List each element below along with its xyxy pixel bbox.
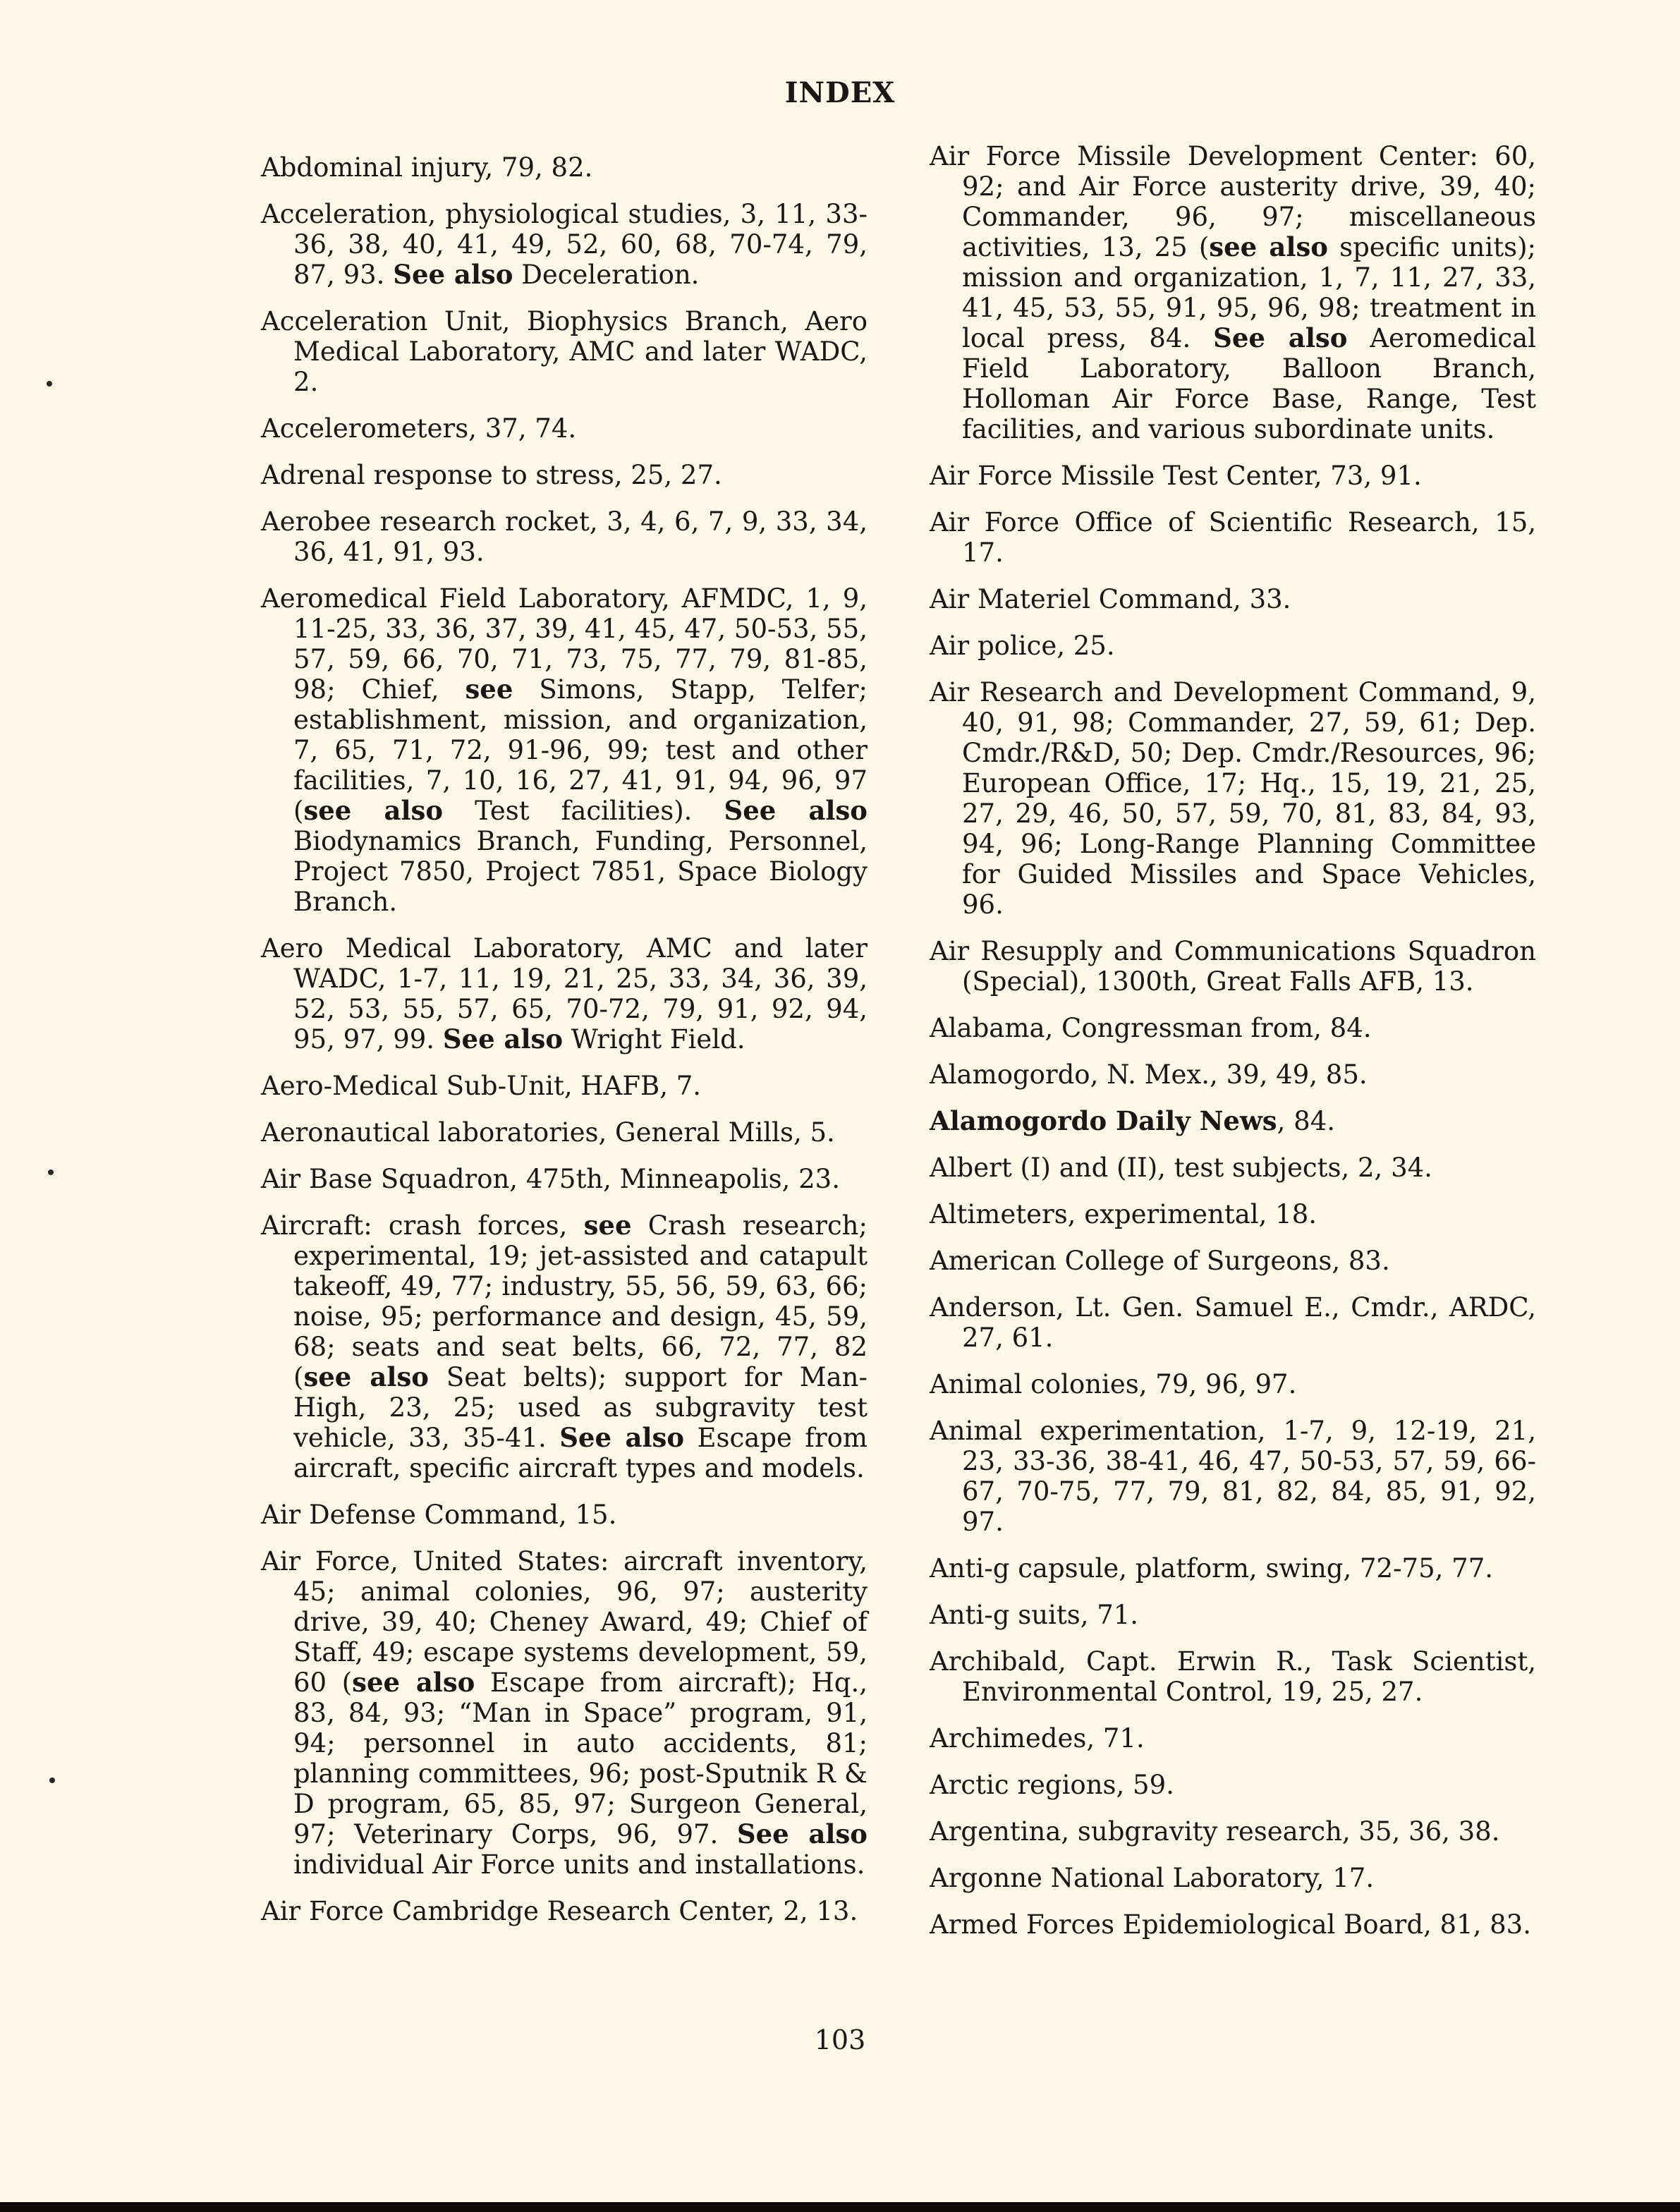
index-entry-text: Argentina, subgravity research, 35, 36, 38.: [930, 1816, 1500, 1847]
index-entry-text: Air Resupply and Communications Squadron (Special), 1300th, Great Falls AFB, 13.: [930, 936, 1536, 997]
index-entry: [261, 1210, 868, 1483]
index-entry: [930, 507, 1536, 568]
index-entry-text: Albert (I) and (II), test subjects, 2, 34.: [930, 1153, 1432, 1183]
index-entry-text: Air police, 25.: [930, 631, 1115, 661]
index-entry-bold-text: see: [465, 674, 513, 705]
index-entry-text: Air Force Office of Scientific Research, 15, 17.: [930, 507, 1536, 568]
index-entry-text: American College of Surgeons, 83.: [930, 1246, 1390, 1276]
index-entry: [930, 1292, 1536, 1353]
page-number: 103: [814, 2024, 866, 2055]
index-entry-text: Air Research and Development Command, 9, 40, 91, 98; Commander, 27, 59, 61; Dep. Cmdr./R&D, 50; Dep. Cmdr./Resources, 96; European Office, 17; Hq., 15, 19, 21, 25, 27, 29, 46, 50, 57, 59, 70, 81, 83, 84, 93, 94, 96; Long-Range Planning Committee for Guided Missiles and Space Vehicles, 96.: [930, 677, 1536, 920]
index-entry-text: Aircraft: crash forces,: [261, 1210, 584, 1241]
index-entry-text: Anderson, Lt. Gen. Samuel E., Cmdr., ARDC, 27, 61.: [930, 1292, 1536, 1353]
index-entry: [930, 141, 1536, 444]
index-entry: [261, 933, 868, 1055]
index-entry-text: specific units); mission and organization, 1, 7, 11, 27, 33, 41, 45, 53, 55, 91, 95, 96, 98; treatment in local press, 84.: [962, 232, 1536, 353]
index-entry-text: Argonne National Laboratory, 17.: [930, 1863, 1375, 1893]
index-column-left: [261, 152, 868, 1943]
index-entry: [930, 1199, 1536, 1229]
index-entry-text: Crash research; experimental, 19; jet-assisted and catapult takeoff, 49, 77; industry, 55, 56, 59, 63, 66; noise, 95; performance and design, 45, 59, 68; seats and seat belts, 66, 72, 77, 82 (: [293, 1210, 868, 1392]
index-entry: [261, 1164, 868, 1194]
index-entry-text: Aeromedical Field Laboratory, AFMDC, 1, 9, 11-25, 33, 36, 37, 39, 41, 45, 47, 50-53, 55, 57, 59, 66, 70, 71, 73, 75, 77, 79, 81-85, 98; Chief,: [261, 583, 868, 705]
scan-bottom-edge: [0, 2202, 1680, 2212]
index-entry-text: Wright Field.: [563, 1024, 745, 1055]
index-entry-text: Armed Forces Epidemiological Board, 81, 83.: [930, 1909, 1531, 1940]
index-entry: [930, 1723, 1536, 1754]
index-entry-text: Aero Medical Laboratory, AMC and later WADC, 1-7, 11, 19, 21, 25, 33, 34, 36, 39, 52, 53, 55, 57, 65, 70-72, 79, 91, 92, 94, 95, 97, 99.: [261, 933, 868, 1055]
index-entry: [261, 199, 868, 290]
index-entry-text: Altimeters, experimental, 18.: [930, 1199, 1317, 1229]
index-entry-bold-text: See also: [724, 795, 868, 826]
index-entry: [930, 631, 1536, 661]
index-entry-bold-text: See also: [442, 1023, 564, 1055]
index-entry-text: Air Force Missile Development Center: 60, 92; and Air Force austerity drive, 39, 40; Commander, 96, 97; miscellaneous activities, 13, 25 (: [930, 141, 1536, 262]
index-entry-text: Deceleration.: [513, 260, 700, 290]
index-entry-text: Archibald, Capt. Erwin R., Task Scientist, Environmental Control, 19, 25, 27.: [930, 1646, 1536, 1707]
index-entry-text: , 84.: [1277, 1106, 1336, 1136]
index-entry: [930, 461, 1536, 491]
index-entry-text: Air Base Squadron, 475th, Minneapolis, 23.: [261, 1164, 840, 1194]
index-entry-bold-text: see also: [303, 1361, 429, 1392]
index-entry-text: Escape from aircraft, specific aircraft types and models.: [293, 1423, 868, 1483]
index-entry-bold-text: see also: [352, 1667, 475, 1698]
index-entry-bold-text: See also: [1213, 322, 1348, 353]
index-entry-text: Aeronautical laboratories, General Mills, 5.: [261, 1117, 835, 1148]
index-entry: [930, 936, 1536, 997]
index-entry-text: Acceleration Unit, Biophysics Branch, Aero Medical Laboratory, AMC and later WADC, 2.: [261, 306, 868, 397]
index-entry: [930, 1246, 1536, 1276]
index-entry: [930, 1013, 1536, 1043]
index-entry: [930, 1416, 1536, 1537]
index-entry-text: Seat belts); support for Man-High, 23, 25; used as subgravity test vehicle, 33, 35-41.: [293, 1362, 868, 1453]
index-entry-text: Animal experimentation, 1-7, 9, 12-19, 21, 23, 33-36, 38-41, 46, 47, 50-53, 57, 59, 66-67, 70-75, 77, 79, 81, 82, 84, 85, 91, 92, 97.: [930, 1416, 1536, 1537]
index-entry: [261, 583, 868, 917]
index-entry-text: Simons, Stapp, Telfer; establishment, mission, and organization, 7, 65, 71, 72, 91-96, 99; test and other facilities, 7, 10, 16, 27, 41, 91, 94, 96, 97 (: [293, 674, 868, 826]
index-entry: [930, 1909, 1536, 1940]
index-entry: [261, 1546, 868, 1880]
index-entry-text: Anti-g suits, 71.: [930, 1600, 1139, 1630]
index-entry: [261, 1117, 868, 1148]
index-entry: [261, 152, 868, 183]
index-entry-bold-text: See also: [559, 1422, 685, 1453]
index-entry-text: Air Force Cambridge Research Center, 2, 13.: [261, 1896, 858, 1926]
index-entry: [261, 460, 868, 490]
scan-speck: [48, 1169, 54, 1175]
index-entry-bold-text: See also: [736, 1818, 868, 1849]
index-entry: [930, 1770, 1536, 1800]
scan-speck: [47, 381, 52, 387]
index-entry: [930, 1369, 1536, 1399]
index-entry-text: Escape from aircraft); Hq., 83, 84, 93; “Man in Space” program, 91, 94; personnel in auto accidents, 81; planning committees, 96; post-Sputnik R & D program, 65, 85, 97; Surgeon General, 97; Veterinary Corps, 96, 97.: [293, 1667, 868, 1849]
index-entry-text: Accelerometers, 37, 74.: [261, 413, 577, 444]
index-entry-text: Abdominal injury, 79, 82.: [261, 152, 593, 183]
index-entry-text: Alamogordo, N. Mex., 39, 49, 85.: [930, 1059, 1368, 1090]
index-entry-text: Biodynamics Branch, Funding, Personnel, Project 7850, Project 7851, Space Biology Branch.: [293, 826, 868, 917]
index-entry-text: Adrenal response to stress, 25, 27.: [261, 460, 722, 490]
index-entry-text: Animal colonies, 79, 96, 97.: [930, 1369, 1297, 1399]
index-entry: [930, 1106, 1536, 1136]
page-title: INDEX: [784, 76, 896, 109]
index-entry: [261, 506, 868, 567]
index-entry-text: individual Air Force units and installations.: [293, 1849, 865, 1880]
index-entry-text: Aerobee research rocket, 3, 4, 6, 7, 9, 33, 34, 36, 41, 91, 93.: [261, 506, 868, 567]
index-entry: [261, 413, 868, 444]
index-entry: [930, 584, 1536, 614]
index-entry-text: Aero-Medical Sub-Unit, HAFB, 7.: [261, 1071, 702, 1101]
index-entry-text: Archimedes, 71.: [930, 1723, 1145, 1754]
index-entry-text: Anti-g capsule, platform, swing, 72-75, 77.: [930, 1553, 1494, 1584]
index-entry-text: Air Force, United States: aircraft inventory, 45; animal colonies, 96, 97; austerity drive, 39, 40; Cheney Award, 49; Chief of Staff, 49; escape systems development, 59, 60 (: [261, 1546, 868, 1698]
index-entry-bold-text: Alamogordo Daily News: [930, 1105, 1277, 1136]
index-entry-bold-text: see also: [1209, 231, 1328, 262]
index-entry-text: Aeromedical Field Laboratory, Balloon Branch, Holloman Air Force Base, Range, Test facilities, and various subordinate units.: [962, 323, 1536, 444]
index-entry-bold-text: See also: [393, 259, 513, 290]
index-entry: [930, 1153, 1536, 1183]
index-entry-text: Air Defense Command, 15.: [261, 1500, 617, 1530]
index-entry: [930, 1816, 1536, 1847]
index-entry: [930, 1863, 1536, 1893]
index-entry-bold-text: see: [583, 1210, 632, 1241]
index-entry: [261, 306, 868, 397]
index-entry: [930, 1600, 1536, 1630]
index-entry-text: Test facilities).: [443, 796, 724, 826]
index-entry: [261, 1896, 868, 1926]
index-entry: [261, 1500, 868, 1530]
index-entry-text: Air Force Missile Test Center, 73, 91.: [930, 461, 1422, 491]
index-entry-text: Air Materiel Command, 33.: [930, 584, 1291, 614]
index-entry: [930, 1553, 1536, 1584]
index-entry-text: Arctic regions, 59.: [930, 1770, 1174, 1800]
index-entry-text: Acceleration, physiological studies, 3, 11, 33-36, 38, 40, 41, 49, 52, 60, 68, 70-74, 79, 87, 93.: [261, 199, 868, 290]
scan-speck: [49, 1778, 55, 1783]
index-entry: [930, 1646, 1536, 1707]
index-column-right: [930, 141, 1536, 1956]
index-entry-bold-text: see also: [303, 795, 444, 826]
index-entry: [930, 1059, 1536, 1090]
index-entry: [930, 677, 1536, 920]
index-entry-text: Alabama, Congressman from, 84.: [930, 1013, 1372, 1043]
index-entry: [261, 1071, 868, 1101]
